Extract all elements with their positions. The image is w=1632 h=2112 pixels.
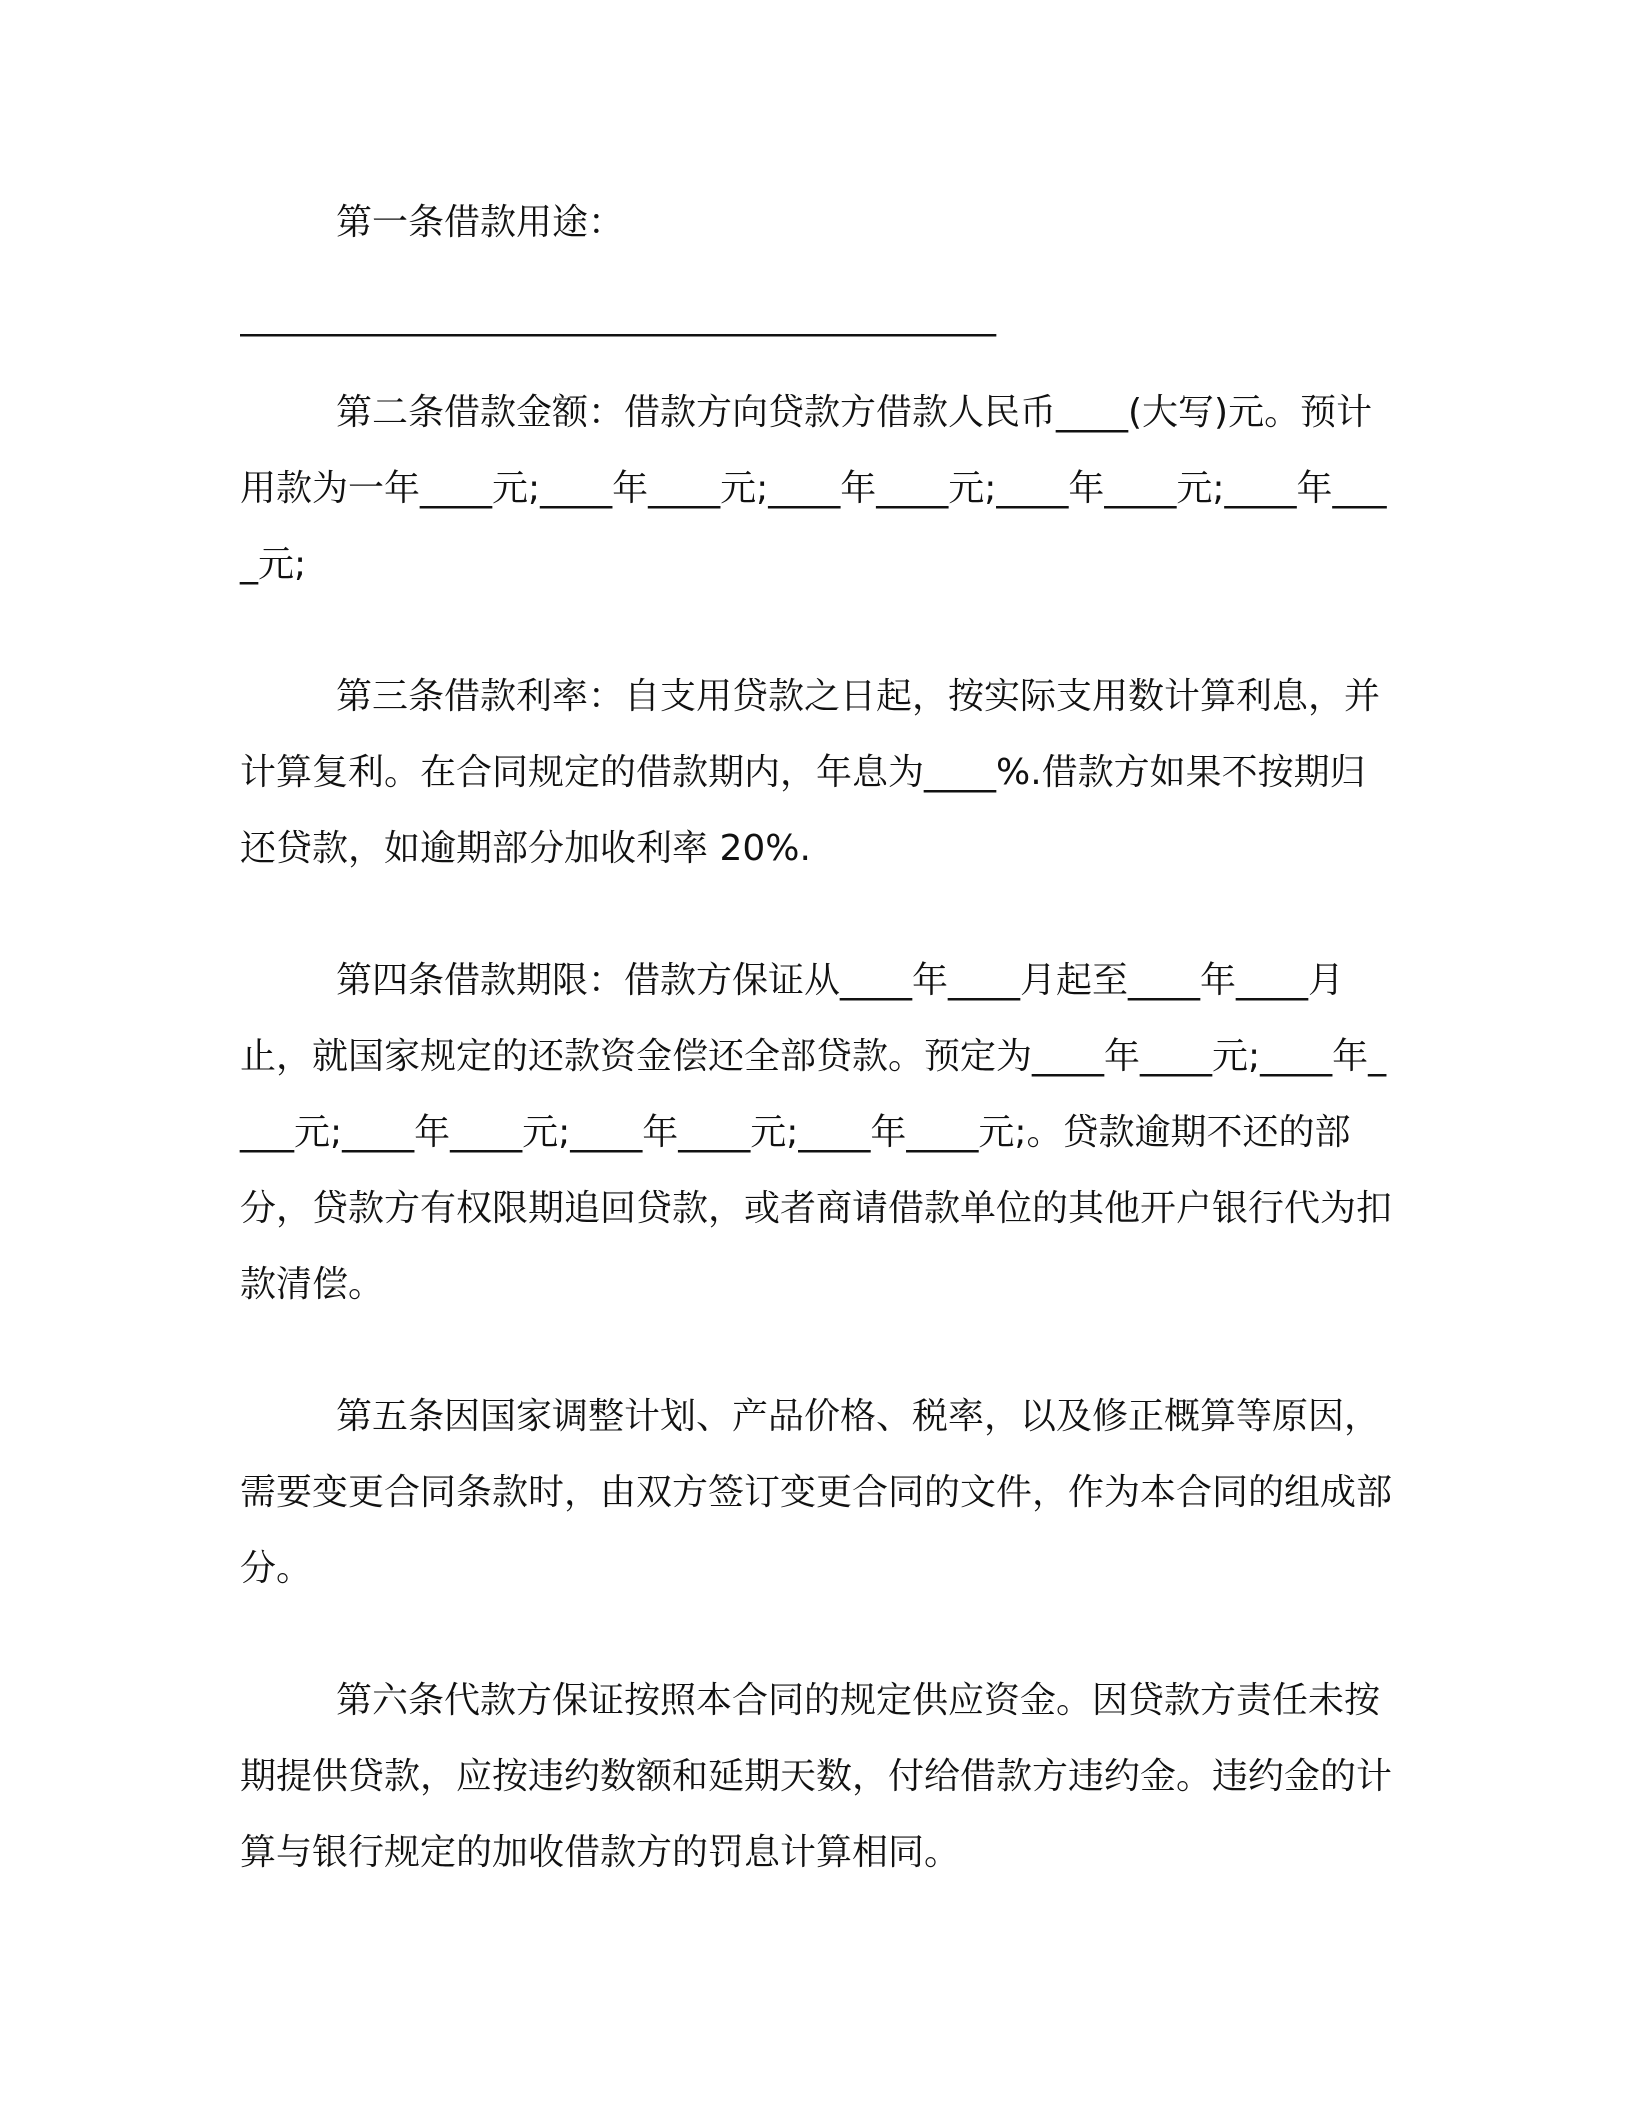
article-4-term: 第四条借款期限：借款方保证从____年____月起至____年____月止，就国家规定的还款资金偿还全部贷款。预定为____年____元;____年____元;____年____元;____年____元;____年____元;。贷款逾期不还的部分，贷款方有权限期追回贷款，或者商请借款单位的其他开户银行代为扣款清偿。 [240,960,1393,1305]
document-body [240,185,1400,1891]
article-3-interest-rate: 第三条借款利率：自支用贷款之日起，按实际支用数计算利息，并计算复利。在合同规定的借款期内，年息为____%.借款方如果不按期归还贷款，如逾期部分加收利率 20%. [240,676,1381,869]
article-2-amount: 第二条借款金额：借款方向贷款方借款人民币____(大写)元。预计用款为一年____元;____年____元;____年____元;____年____元;____年____元; [240,392,1387,585]
article-1-blank-line: __________________________________________ [240,296,996,337]
article-1-usage: 第一条借款用途： [336,202,625,243]
article-5-contract-changes: 第五条因国家调整计划、产品价格、税率，以及修正概算等原因，需要变更合同条款时，由双方签订变更合同的文件，作为本合同的组成部分。 [240,1396,1393,1589]
article-6-lender-obligation: 第六条代款方保证按照本合同的规定供应资金。因贷款方责任未按期提供贷款，应按违约数额和延期天数，付给借款方违约金。违约金的计算与银行规定的加收借款方的罚息计算相同。 [240,1680,1393,1873]
